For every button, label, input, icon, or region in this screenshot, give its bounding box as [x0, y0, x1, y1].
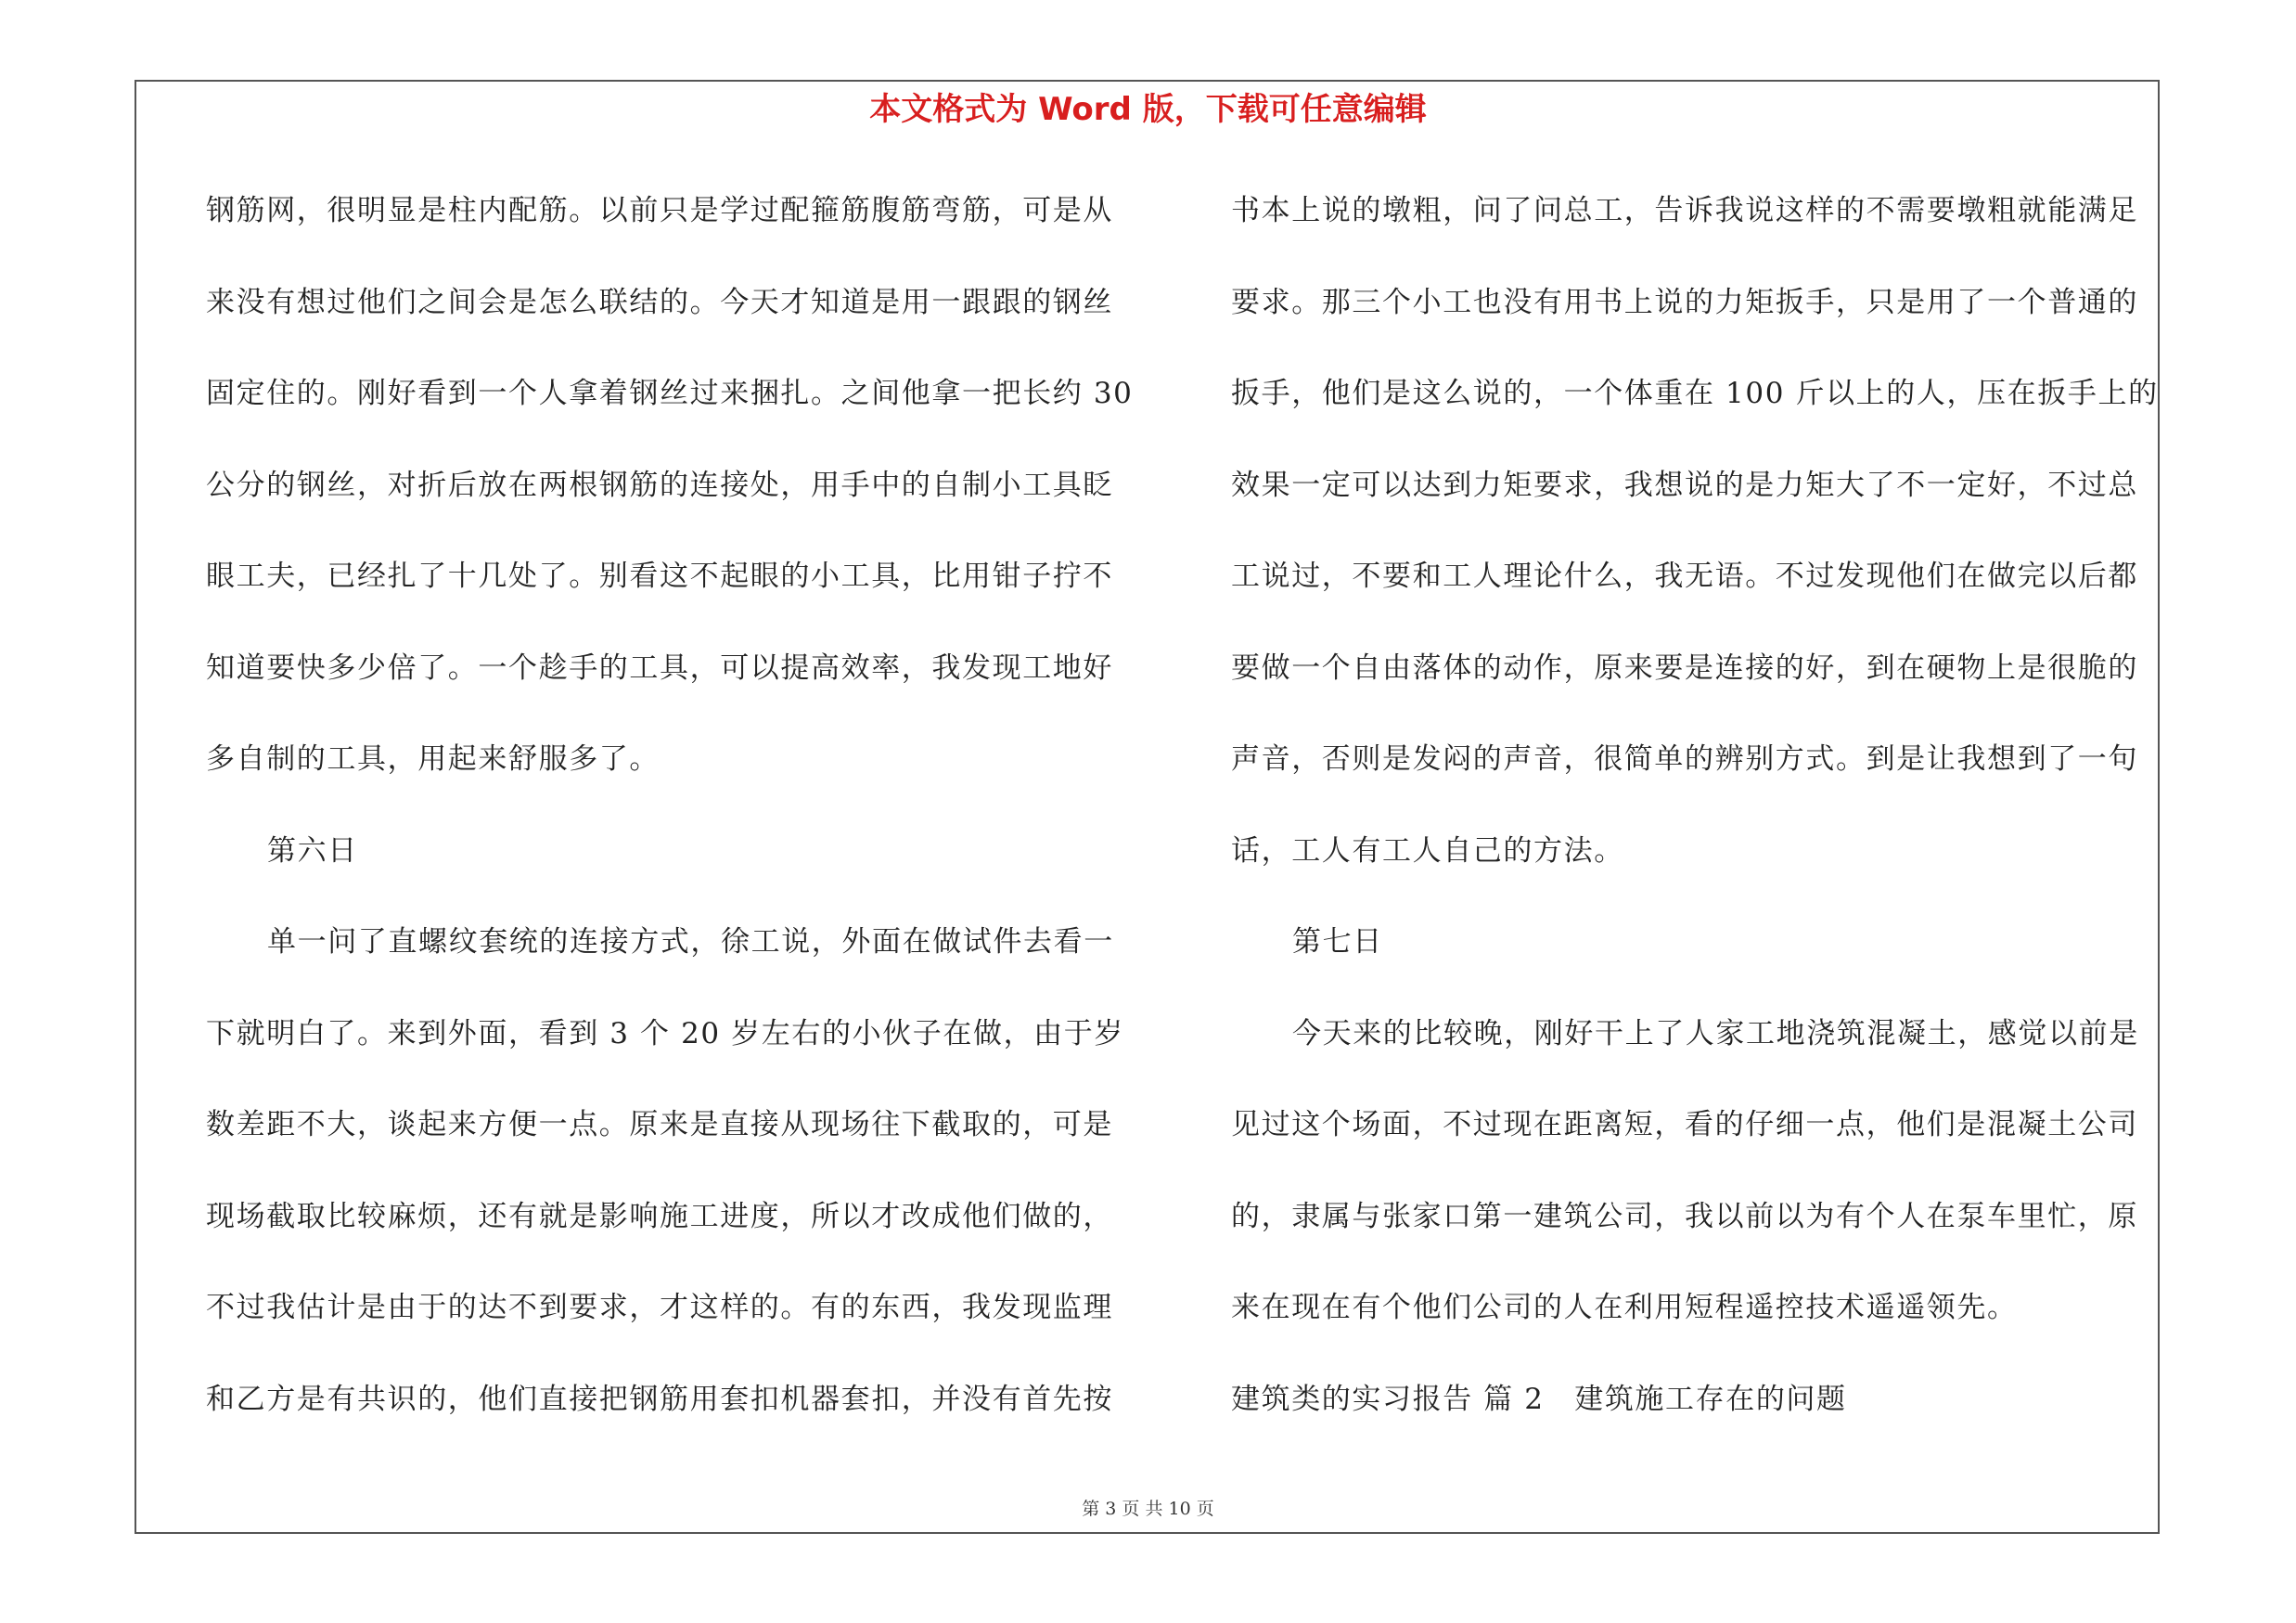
text-line: 声音，否则是发闷的声音，很简单的辨别方式。到是让我想到了一句: [1231, 742, 2138, 776]
text-line: 知道要快多少倍了。一个趁手的工具，可以提高效率，我发现工地好: [206, 650, 1113, 685]
text-line: 书本上说的墩粗，问了问总工，告诉我说这样的不需要墩粗就能满足: [1231, 194, 2138, 227]
text-line: 的，隶属与张家口第一建筑公司，我以前以为有个人在泵车里忙，原: [1231, 1199, 2138, 1233]
text-line: 第六日: [267, 833, 358, 868]
page-number: 第 3 页 共 10 页: [1082, 1499, 1214, 1519]
text-line: 现场截取比较麻烦，还有就是影响施工进度，所以才改成他们做的，: [206, 1199, 1113, 1233]
text-line: 公分的钢丝，对折后放在两根钢筋的连接处，用手中的自制小工具眨: [206, 468, 1113, 502]
text-line: 要做一个自由落体的动作，原来要是连接的好，到在硬物上是很脆的: [1231, 650, 2138, 685]
text-line: 来在现在有个他们公司的人在利用短程遥控技术遥遥领先。: [1231, 1291, 2018, 1324]
text-line: 第七日: [1292, 925, 1383, 959]
format-banner: 本文格式为 Word 版，下载可任意编辑: [869, 91, 1427, 128]
text-line: 见过这个场面，不过现在距离短，看的仔细一点，他们是混凝土公司: [1231, 1108, 2138, 1141]
right-column: [1231, 182, 2159, 1462]
text-line: 工说过，不要和工人理论什么，我无语。不过发现他们在做完以后都: [1231, 560, 2138, 593]
text-line: 要求。那三个小工也没有用书上说的力矩扳手，只是用了一个普通的: [1231, 285, 2138, 319]
text-line: 效果一定可以达到力矩要求，我想说的是力矩大了不一定好，不过总: [1231, 468, 2138, 502]
text-line: 扳手，他们是这么说的，一个体重在 100 斤以上的人，压在扳手上的: [1231, 377, 2159, 410]
text-line: 和乙方是有共识的，他们直接把钢筋用套扣机器套扣，并没有首先按: [206, 1382, 1113, 1416]
text-line: 不过我估计是由于的达不到要求，才这样的。有的东西，我发现监理: [206, 1291, 1113, 1324]
text-line: 今天来的比较晚，刚好干上了人家工地浇筑混凝土，感觉以前是: [1292, 1016, 2139, 1050]
text-line: 来没有想过他们之间会是怎么联结的。今天才知道是用一跟跟的钢丝: [206, 285, 1113, 319]
left-column: [206, 182, 1134, 1462]
text-line: 话，工人有工人自己的方法。: [1231, 833, 1624, 868]
text-line: 眼工夫，已经扎了十几处了。别看这不起眼的小工具，比用钳子拧不: [206, 560, 1113, 593]
text-line: 数差距不大，谈起来方便一点。原来是直接从现场往下截取的，可是: [206, 1108, 1113, 1141]
text-line: 钢筋网，很明显是柱内配筋。以前只是学过配箍筋腹筋弯筋，可是从: [206, 194, 1113, 227]
text-line: 建筑类的实习报告 篇 2 建筑施工存在的问题: [1231, 1382, 1847, 1416]
text-line: 下就明白了。来到外面，看到 3 个 20 岁左右的小伙子在做，由于岁: [206, 1016, 1124, 1050]
text-line: 多自制的工具，用起来舒服多了。: [206, 742, 660, 776]
text-line: 固定住的。刚好看到一个人拿着钢丝过来捆扎。之间他拿一把长约 30: [206, 377, 1134, 410]
text-line: 单一问了直螺纹套统的连接方式，徐工说，外面在做试件去看一: [267, 925, 1114, 959]
